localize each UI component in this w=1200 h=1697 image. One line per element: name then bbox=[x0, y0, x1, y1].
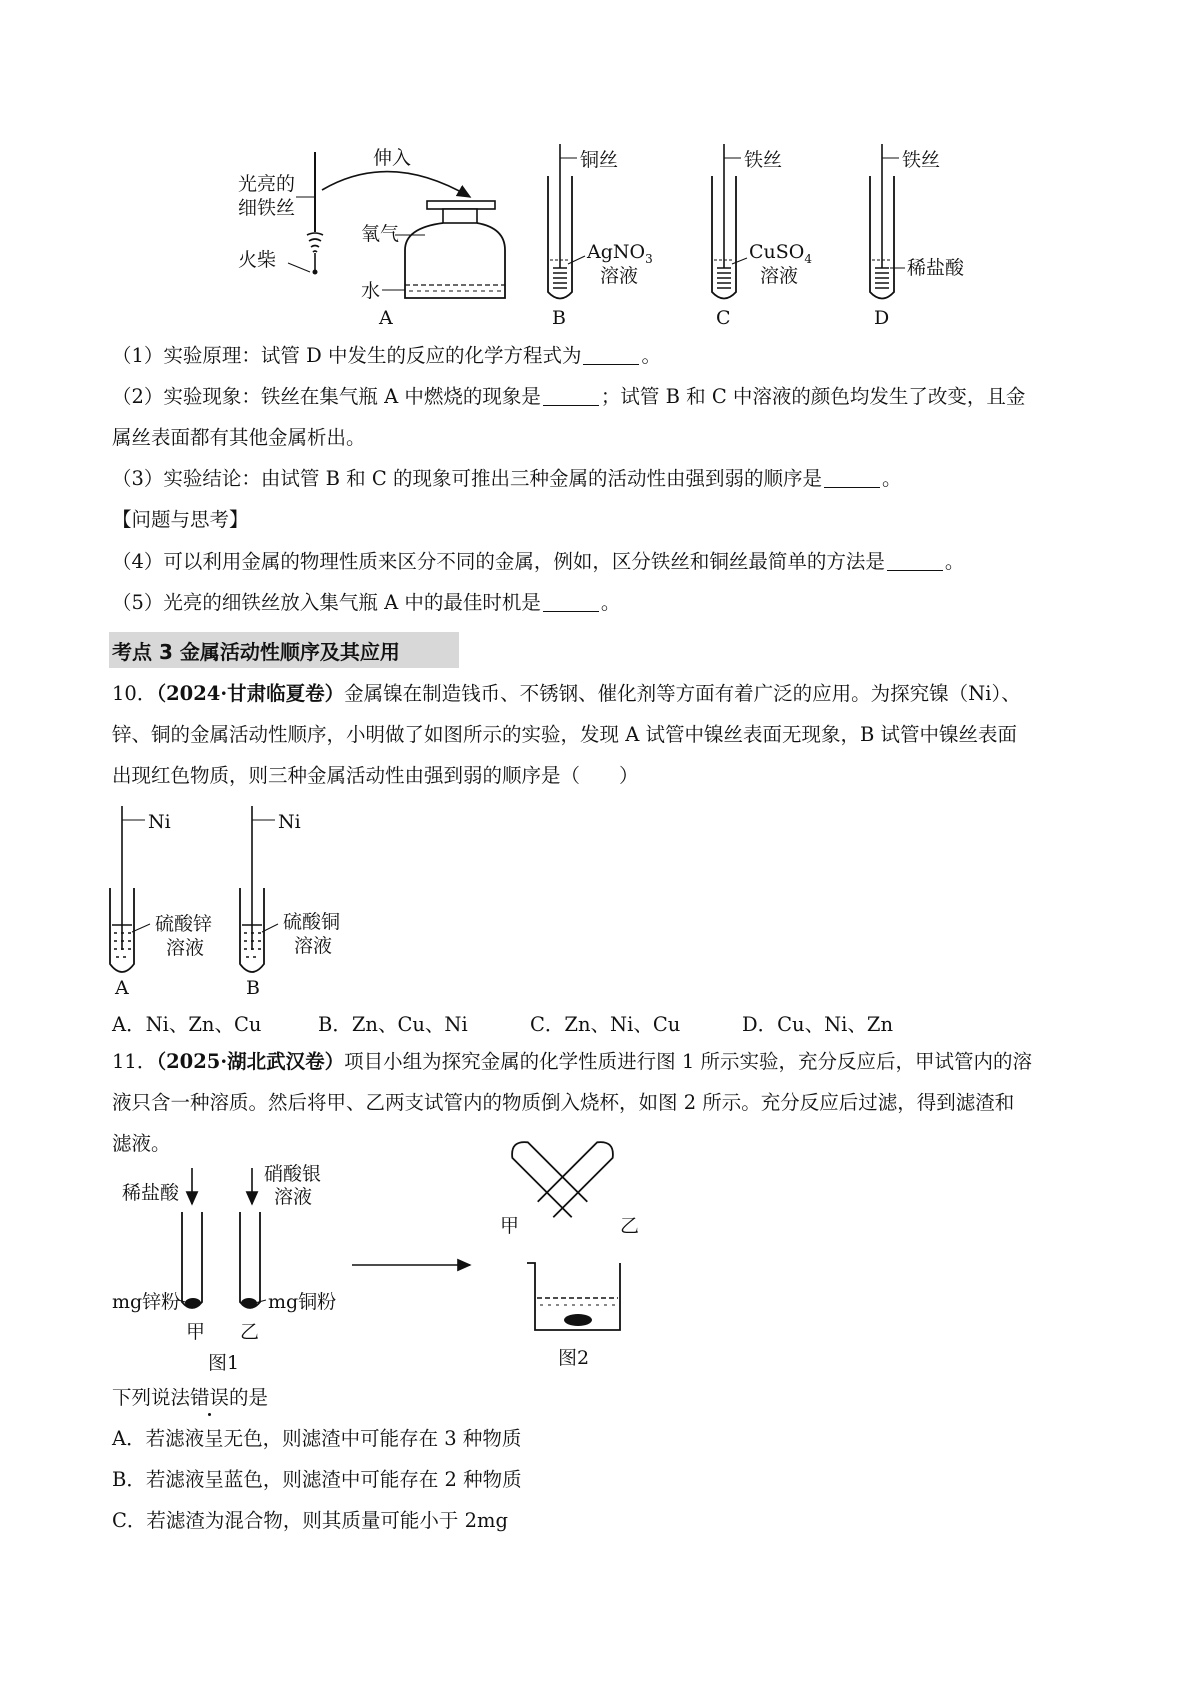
label-A: A bbox=[379, 307, 393, 329]
label-cuso4: CuSO$_4$ bbox=[749, 241, 813, 266]
copper-powder bbox=[241, 1298, 257, 1308]
label-iron-wire-d: 铁丝 bbox=[902, 149, 941, 171]
label-D: D bbox=[874, 307, 890, 329]
q11-line-2: 液只含一种溶质。然后将甲、乙两支试管内的物质倒入烧杯，如图 2 所示。充分反应后过滤，得到滤渣和 bbox=[112, 1091, 1015, 1114]
label-copper-sulfate: 硫酸铜 bbox=[283, 911, 341, 933]
label-zinc-sulfate-solution: 溶液 bbox=[166, 937, 205, 959]
emphasis-wrong: 错误 bbox=[190, 1386, 230, 1409]
label-jia-fig1: 甲 bbox=[186, 1321, 206, 1343]
section-header: 考点 3 金属活动性顺序及其应用 bbox=[109, 632, 459, 668]
q10-option-b[interactable]: B．Zn、Cu、Ni bbox=[318, 1013, 468, 1036]
question-line-2: （2）实验现象：铁丝在集气瓶 A 中燃烧的现象是 ；试管 B 和 C 中溶液的颜色均发生了改变，且金 bbox=[112, 385, 1026, 408]
label-cuso4-solution: 溶液 bbox=[760, 265, 799, 287]
label-jia-fig2: 甲 bbox=[500, 1215, 520, 1237]
label-agno3: AgNO$_3$ bbox=[587, 241, 653, 266]
label-silver-nitrate-solution: 溶液 bbox=[274, 1186, 313, 1208]
q10-option-d[interactable]: D．Cu、Ni、Zn bbox=[742, 1013, 894, 1036]
tube-yi bbox=[240, 1212, 260, 1308]
label-oxygen: 氧气 bbox=[361, 223, 400, 245]
label-insert: 伸入 bbox=[373, 147, 412, 169]
q11-option-c[interactable]: C．若滤渣为混合物，则其质量可能小于 2mg bbox=[112, 1509, 508, 1532]
label-yi-fig2: 乙 bbox=[620, 1215, 640, 1237]
label-copper-wire: 铜丝 bbox=[580, 149, 619, 171]
label-ni-b: Ni bbox=[278, 811, 301, 833]
label-tube-A: A bbox=[115, 977, 129, 999]
label-match: 火柴 bbox=[238, 249, 277, 271]
tilted-tube-yi bbox=[538, 1137, 618, 1217]
label-zinc-powder: mg锌粉 bbox=[112, 1291, 181, 1313]
q11-option-a[interactable]: A．若滤液呈无色，则滤渣中可能存在 3 种物质 bbox=[112, 1427, 522, 1450]
label-zinc-sulfate: 硫酸锌 bbox=[155, 913, 213, 935]
q10-option-a[interactable]: A．Ni、Zn、Cu bbox=[112, 1013, 262, 1036]
question-line-7: （5）光亮的细铁丝放入集气瓶 A 中的最佳时机是 。 bbox=[112, 591, 621, 614]
question-line-4: （3）实验结论：由试管 B 和 C 的现象可推出三种金属的活动性由强到弱的顺序是 。 bbox=[112, 467, 902, 490]
label-B: B bbox=[552, 307, 566, 329]
tube-jia bbox=[182, 1212, 202, 1308]
label-silver-nitrate: 硝酸银 bbox=[264, 1163, 322, 1185]
label-copper-powder: mg铜粉 bbox=[268, 1291, 337, 1313]
label-iron-wire-2: 细铁丝 bbox=[238, 197, 296, 219]
q11-option-b[interactable]: B．若滤液呈蓝色，则滤渣中可能存在 2 种物质 bbox=[112, 1468, 522, 1491]
label-agno3-solution: 溶液 bbox=[600, 265, 639, 287]
q10-option-c[interactable]: C．Zn、Ni、Cu bbox=[530, 1013, 681, 1036]
question-line-6: （4）可以利用金属的物理性质来区分不同的金属，例如，区分铁丝和铜丝最简单的方法是 。 bbox=[112, 550, 965, 573]
q10-line-3: 出现红色物质，则三种金属活动性由强到弱的顺序是（ ） bbox=[112, 764, 639, 787]
beaker bbox=[527, 1263, 620, 1330]
tilted-tube-jia bbox=[507, 1137, 587, 1217]
label-yi-fig1: 乙 bbox=[240, 1321, 260, 1343]
label-C: C bbox=[716, 307, 731, 329]
q11-line-1: 11．（2025·湖北武汉卷）项目小组为探究金属的化学性质进行图 1 所示实验，充分反应后，甲试管内的溶 bbox=[112, 1050, 1032, 1073]
label-dilute-hcl-q11: 稀盐酸 bbox=[122, 1182, 180, 1204]
label-ni-a: Ni bbox=[148, 811, 171, 833]
q11-stem: 下列说法错误的是 bbox=[112, 1386, 269, 1409]
label-dilute-hcl: 稀盐酸 bbox=[907, 257, 965, 279]
label-copper-sulfate-solution: 溶液 bbox=[294, 935, 333, 957]
label-fig2: 图2 bbox=[558, 1347, 590, 1369]
label-water: 水 bbox=[361, 280, 381, 302]
label-fig1: 图1 bbox=[208, 1352, 240, 1374]
label-iron-wire-c: 铁丝 bbox=[744, 149, 783, 171]
label-tube-B: B bbox=[246, 977, 260, 999]
q11-line-3: 滤液。 bbox=[112, 1132, 171, 1155]
label-iron-wire-1: 光亮的 bbox=[238, 173, 296, 195]
q10-line-1: 10．（2024·甘肃临夏卷）金属镍在制造钱币、不锈钢、催化剂等方面有着广泛的应用。为探究镍（Ni）、 bbox=[112, 682, 1021, 705]
question-line-3: 属丝表面都有其他金属析出。 bbox=[112, 426, 366, 449]
section-heading-thinking: 【问题与思考】 bbox=[112, 508, 249, 531]
q10-line-2: 锌、铜的金属活动性顺序，小明做了如图所示的实验，发现 A 试管中镍丝表面无现象，B 试管中镍丝表面 bbox=[112, 723, 1018, 746]
question-line-1: （1）实验原理：试管 D 中发生的反应的化学方程式为 。 bbox=[112, 344, 661, 367]
